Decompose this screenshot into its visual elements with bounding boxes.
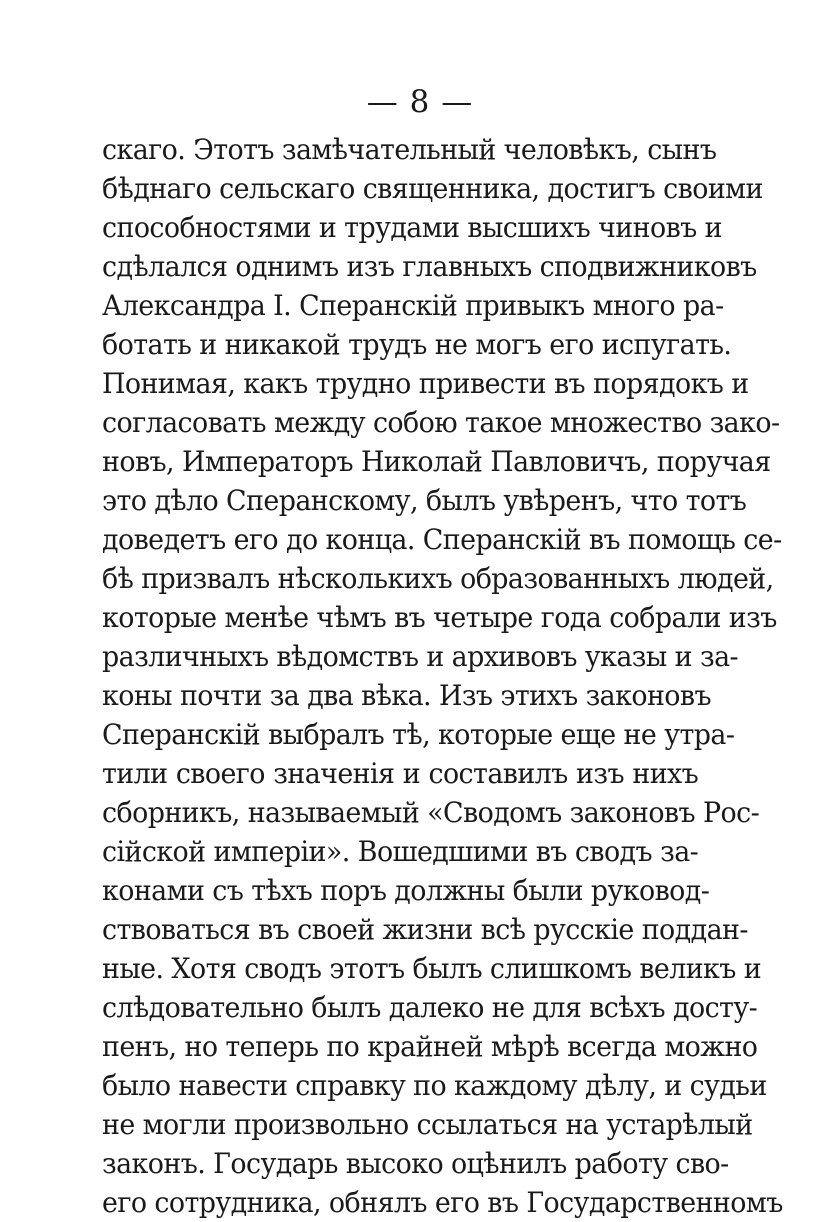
text-line: сдѣлался однимъ изъ главныхъ сподвижниковъ [102, 250, 757, 283]
text-line: различныхъ вѣдомствъ и архивовъ указы и за- [102, 640, 739, 673]
body-text [102, 130, 783, 1222]
text-line: Александра I. Сперанскій привыкъ много ра- [102, 289, 724, 322]
text-line: не могли произвольно ссылаться на устарѣлый [102, 1108, 753, 1141]
text-line: это дѣло Сперанскому, былъ увѣренъ, что тотъ [102, 484, 747, 517]
text-line: доведетъ его до конца. Сперанскій въ помощь се- [102, 523, 782, 556]
text-line: ные. Хотя сводъ этотъ былъ слишкомъ великъ и [102, 952, 762, 985]
text-line: бѣ призвалъ нѣсколькихъ образованныхъ людей, [102, 562, 774, 595]
text-line: сборникъ, называемый «Сводомъ законовъ Рос- [102, 796, 760, 829]
text-line: конами съ тѣхъ поръ должны были руковод- [102, 874, 710, 907]
text-line: слѣдовательно былъ далеко не для всѣхъ досту- [102, 991, 758, 1024]
text-line: согласовать между собою такое множество зако- [102, 406, 780, 439]
text-line: способностями и трудами высшихъ чиновъ и [102, 211, 722, 244]
text-line: его сотрудника, обнялъ его въ Государственномъ [102, 1186, 783, 1219]
text-line: ботать и никакой трудъ не могъ его испугать. [102, 328, 732, 361]
text-line: сійской имперіи». Вошедшими въ сводъ за- [102, 835, 699, 868]
text-line: новъ, Императоръ Николай Павловичъ, поручая [102, 445, 771, 478]
text-line: скаго. Этотъ замѣчательный человѣкъ, сынъ [102, 133, 717, 166]
text-line: Сперанскій выбралъ тѣ, которые еще не утра- [102, 718, 735, 751]
text-line: Понимая, какъ трудно привести въ порядокъ и [102, 367, 749, 400]
text-line: пенъ, но теперь по крайней мѣрѣ всегда можно [102, 1030, 758, 1063]
text-line: было навести справку по каждому дѣлу, и судьи [102, 1069, 767, 1102]
text-line: тили своего значенія и составилъ изъ нихъ [102, 757, 699, 790]
text-line: ствоваться въ своей жизни всѣ русскіе поддан- [102, 913, 748, 946]
text-line: законъ. Государь высоко оцѣнилъ работу сво- [102, 1147, 729, 1180]
text-line: коны почти за два вѣка. Изъ этихъ законовъ [102, 679, 711, 712]
text-line: которые менѣе чѣмъ въ четыре года собрали изъ [102, 601, 777, 634]
page-number: — 8 — [366, 84, 474, 120]
text-line: бѣднаго сельскаго священника, достигъ своими [102, 172, 763, 205]
